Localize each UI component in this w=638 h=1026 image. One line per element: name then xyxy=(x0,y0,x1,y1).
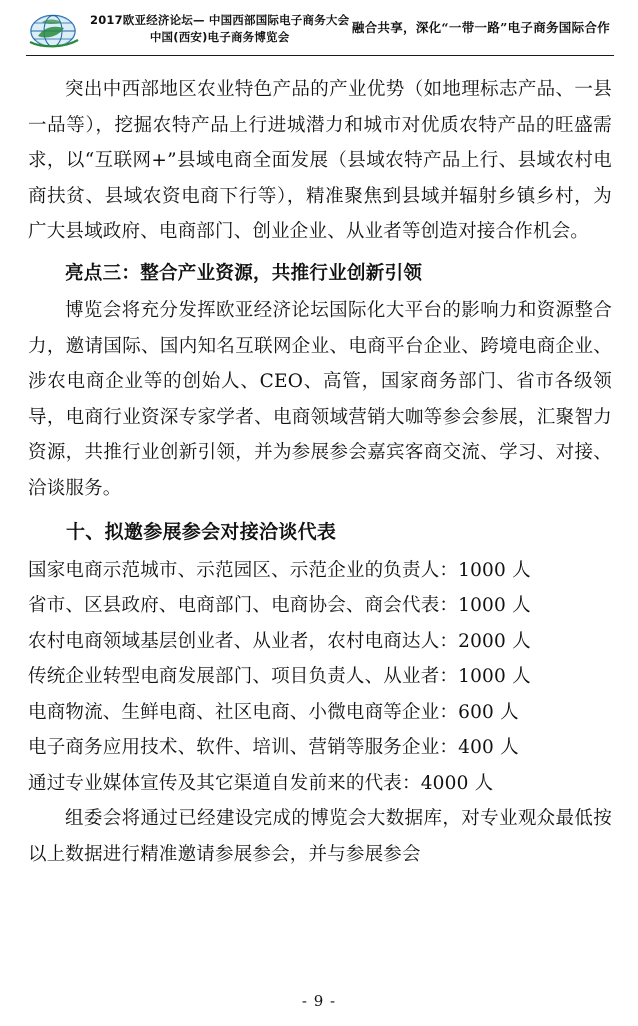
list-item: 通过专业媒体宣传及其它渠道自发前来的代表：4000 人 xyxy=(28,772,494,794)
list-item: 电商物流、生鲜电商、社区电商、小微电商等企业：600 人 xyxy=(28,701,519,723)
highlight-three-heading: 亮点三：整合产业资源，共推行业创新引领 xyxy=(65,262,423,284)
euro-asia-logo-icon xyxy=(28,12,86,54)
paragraph-1: 突出中西部地区农业特色产品的产业优势（如地理标志产品、一县一品等），挖掘农特产品上行进城潜力和城市对优质农特产品的旺盛需求，以“互联网+”县域电商全面发展（县域农特产品上行、县域农村电商扶贫、县域农资电商下行等），精准聚焦到县域并辐射乡镇乡村，为广大县域政府、电商部门、创业企业、从业者等创造对接合作机会。 xyxy=(28,79,612,243)
paragraph-3: 组委会将通过已经建设完成的博览会大数据库，对专业观众最低按以上数据进行精准邀请参展参会，并与参展参会 xyxy=(28,808,612,865)
list-item: 国家电商示范城市、示范园区、示范企业的负责人：1000 人 xyxy=(28,559,531,581)
header-title-block xyxy=(90,12,349,45)
header-slogan: 融合共享，深化“一带一路”电子商务国际合作 xyxy=(351,20,610,35)
page-content xyxy=(0,62,638,872)
list-item: 农村电商领域基层创业者、从业者，农村电商达人：2000 人 xyxy=(28,630,531,652)
page-number: - 9 - xyxy=(301,992,337,1010)
header-title-line-1: 2017欧亚经济论坛— 中国西部国际电子商务大会 xyxy=(90,13,350,27)
page-header xyxy=(0,0,638,62)
header-title-line-2: 中国(西安)电子商务博览会 xyxy=(149,29,290,44)
list-item: 电子商务应用技术、软件、培训、营销等服务企业：400 人 xyxy=(28,737,519,759)
paragraph-2: 博览会将充分发挥欧亚经济论坛国际化大平台的影响力和资源整合力，邀请国际、国内知名互联网企业、电商平台企业、跨境电商企业、涉农电商企业等的创始人、CEO、高管，国家商务部门、省市各级领导，电商行业资深专家学者、电商领域营销大咖等参会参展，汇聚智力资源，共推行业创新引领，并为参展参会嘉宾客商交流、学习、对接、洽谈服务。 xyxy=(28,300,612,499)
section-ten-heading: 十、拟邀参展参会对接洽谈代表 xyxy=(66,521,337,544)
header-divider xyxy=(26,55,614,56)
list-item: 省市、区县政府、电商部门、电商协会、商会代表：1000 人 xyxy=(28,595,531,617)
list-item: 传统企业转型电商发展部门、项目负责人、从业者：1000 人 xyxy=(28,666,531,688)
